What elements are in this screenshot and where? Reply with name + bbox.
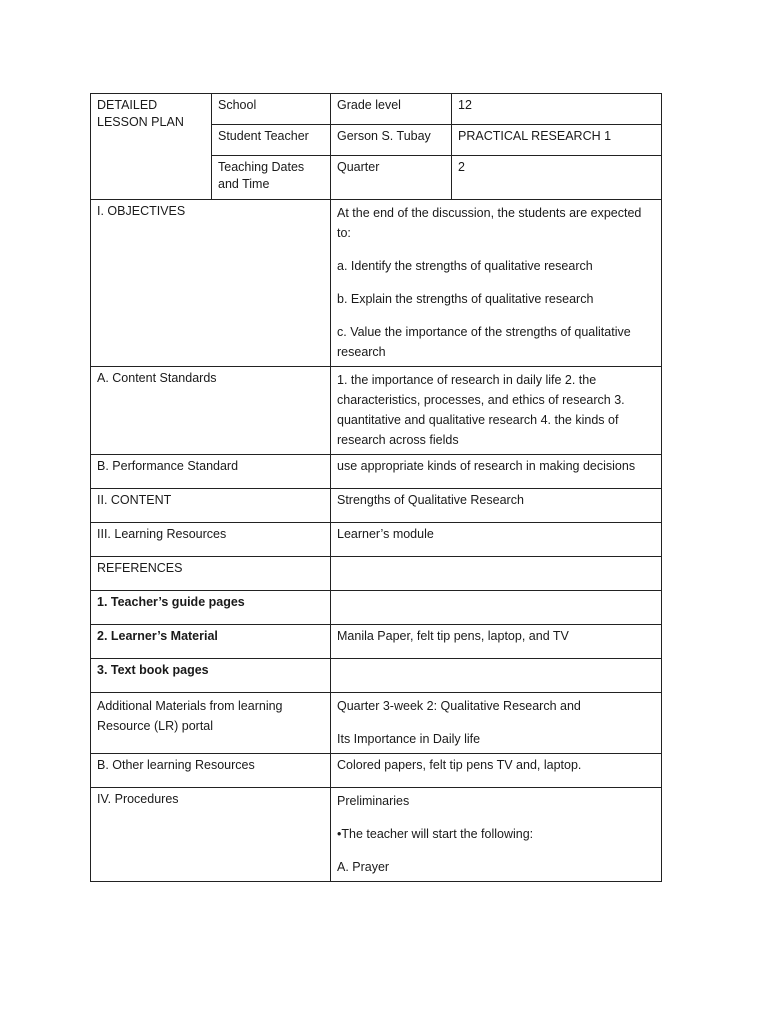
additional-materials-line2: Its Importance in Daily life — [337, 732, 481, 746]
textbook-row — [91, 659, 662, 693]
performance-standard-row — [91, 455, 662, 489]
objective-c: c. Value the importance of the strengths of qualitative research — [337, 325, 631, 359]
grade-level-value: 12 — [452, 94, 662, 125]
learning-resources-label: III. Learning Resources — [91, 523, 331, 557]
school-label: School — [212, 94, 331, 125]
objectives-row — [91, 200, 662, 367]
teachers-guide-row — [91, 591, 662, 625]
student-teacher-value: Gerson S. Tubay — [331, 125, 452, 156]
learners-material-value: Manila Paper, felt tip pens, laptop, and TV — [331, 625, 662, 659]
procedures-step-prayer: A. Prayer — [337, 860, 390, 874]
other-resources-row — [91, 754, 662, 788]
additional-materials-value — [331, 693, 662, 754]
textbook-value — [331, 659, 662, 693]
objectives-label: I. OBJECTIVES — [91, 200, 331, 367]
content-row — [91, 489, 662, 523]
references-row — [91, 557, 662, 591]
lesson-plan-table — [90, 93, 662, 882]
content-standards-row — [91, 367, 662, 455]
teaching-dates-label: Teaching Dates and Time — [212, 156, 331, 200]
additional-materials-row — [91, 693, 662, 754]
teachers-guide-label: 1. Teacher’s guide pages — [91, 591, 331, 625]
performance-standard-label: B. Performance Standard — [91, 455, 331, 489]
quarter-label: Quarter — [331, 156, 452, 200]
subject-name: PRACTICAL RESEARCH 1 — [452, 125, 662, 156]
learners-material-label: 2. Learner’s Material — [91, 625, 331, 659]
school-value: Grade level — [331, 94, 452, 125]
additional-materials-label — [91, 693, 331, 754]
student-teacher-label: Student Teacher — [212, 125, 331, 156]
performance-standard-value: use appropriate kinds of research in making decisions — [331, 455, 662, 489]
objective-b: b. Explain the strengths of qualitative research — [337, 292, 594, 306]
learning-resources-row — [91, 523, 662, 557]
lesson-plan-title: DETAILED LESSON PLAN — [91, 94, 212, 200]
content-standards-label: A. Content Standards — [91, 367, 331, 455]
teachers-guide-value — [331, 591, 662, 625]
procedures-row — [91, 788, 662, 882]
procedures-content — [331, 788, 662, 882]
header-row-school — [91, 94, 662, 125]
other-resources-value: Colored papers, felt tip pens TV and, laptop. — [331, 754, 662, 788]
additional-materials-label-text: Additional Materials from learning Resource (LR) portal — [97, 699, 283, 733]
learners-material-row — [91, 625, 662, 659]
references-label: REFERENCES — [91, 557, 331, 591]
references-value — [331, 557, 662, 591]
content-standards-text: 1. the importance of research in daily life 2. the characteristics, processes, and ethics of research 3. quantitative and qualitative research 4. the kinds of research across fields — [337, 373, 625, 447]
procedures-step-start: •The teacher will start the following: — [337, 827, 534, 841]
procedures-step-preliminaries: Preliminaries — [337, 794, 410, 808]
quarter-value: 2 — [452, 156, 662, 200]
objective-a: a. Identify the strengths of qualitative research — [337, 259, 593, 273]
content-label: II. CONTENT — [91, 489, 331, 523]
additional-materials-line1: Quarter 3-week 2: Qualitative Research and — [337, 699, 581, 713]
objectives-intro: At the end of the discussion, the students are expected to: — [337, 206, 642, 240]
objectives-content — [331, 200, 662, 367]
learning-resources-value: Learner’s module — [331, 523, 662, 557]
other-resources-label: B. Other learning Resources — [91, 754, 331, 788]
content-value: Strengths of Qualitative Research — [331, 489, 662, 523]
content-standards-value — [331, 367, 662, 455]
textbook-label: 3. Text book pages — [91, 659, 331, 693]
procedures-label: IV. Procedures — [91, 788, 331, 882]
